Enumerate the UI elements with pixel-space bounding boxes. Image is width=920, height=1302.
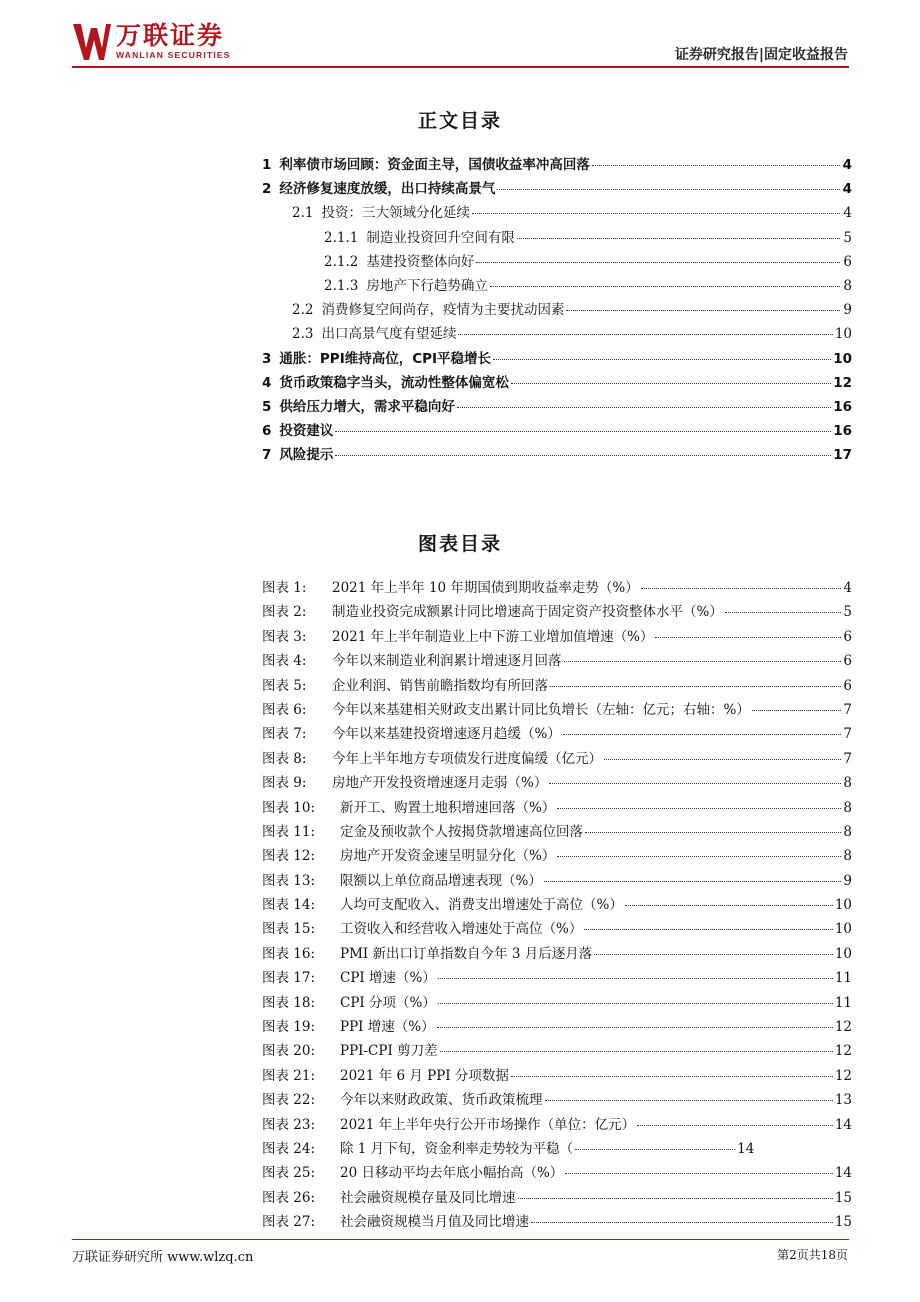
leader-dots	[564, 661, 842, 662]
leader-dots	[531, 1222, 833, 1223]
figure-text: 今年以来财政政策、货币政策梳理	[340, 1092, 543, 1109]
leader-dots	[566, 310, 840, 311]
leader-dots	[550, 686, 841, 687]
figure-text: 2021 年 6 月 PPI 分项数据	[340, 1067, 509, 1084]
leader-dots	[438, 1003, 833, 1004]
toc-item-number: 2.1.1	[324, 229, 359, 246]
toc-item-number: 2.3	[292, 326, 314, 343]
figure-text: 2021 年上半年 10 年期国债到期收益率走势（%）	[332, 580, 639, 596]
figure-text: 新开工、购置土地积增速回落（%）	[340, 799, 556, 816]
figure-page: 8	[843, 775, 852, 792]
toc-item-page: 9	[843, 302, 852, 319]
toc-item[interactable]	[262, 395, 852, 419]
figure-item[interactable]	[262, 576, 852, 600]
toc-item-page: 5	[843, 229, 852, 246]
leader-dots	[584, 929, 832, 930]
brand-name-en: WANLIAN SECURITIES	[116, 50, 231, 60]
toc-item[interactable]	[262, 298, 852, 322]
toc-item[interactable]	[262, 419, 852, 443]
wanlian-logo-icon	[72, 22, 112, 62]
toc-item-page: 16	[833, 398, 852, 415]
toc-item-number: 1	[262, 157, 272, 173]
toc-item-text: 货币政策稳字当头，流动性整体偏宽松	[279, 374, 509, 391]
figure-text: 工资收入和经营收入增速处于高位（%）	[340, 921, 583, 938]
figure-page: 12	[834, 1019, 852, 1036]
toc-item-page: 6	[843, 253, 852, 270]
figure-text: PPI 增速（%）	[340, 1019, 435, 1036]
figure-text: 房地产开发投资增速逐月走弱（%）	[332, 775, 548, 792]
figure-label: 图表 5:	[262, 677, 307, 694]
header-divider	[72, 66, 849, 68]
figure-label: 图表 7:	[262, 726, 307, 743]
toc-item[interactable]	[262, 177, 852, 201]
figure-item[interactable]	[262, 1210, 852, 1234]
figure-item[interactable]	[262, 1186, 852, 1210]
toc-item[interactable]	[262, 443, 852, 467]
toc-item-page: 8	[843, 277, 852, 294]
toc-item[interactable]	[262, 347, 852, 371]
figures-list	[262, 576, 852, 1235]
figure-item[interactable]	[262, 649, 852, 673]
figure-text: PMI 新出口订单指数自今年 3 月后逐月落	[340, 945, 593, 962]
toc-item-text: 基建投资整体向好	[366, 253, 475, 270]
figure-text: CPI 分项（%）	[340, 994, 436, 1011]
leader-dots	[440, 1051, 833, 1052]
toc-item-text: 消费修复空间尚存，疫情为主要扰动因素	[321, 302, 565, 319]
leader-dots	[557, 856, 841, 857]
figure-item[interactable]	[262, 869, 852, 893]
figure-item[interactable]	[262, 942, 852, 966]
figure-label: 图表 13:	[262, 872, 316, 889]
toc-item[interactable]	[262, 371, 852, 395]
toc-item[interactable]	[262, 226, 852, 250]
figure-text: 企业利润、销售前瞻指数均有所回落	[332, 677, 548, 694]
figure-page: 8	[843, 799, 852, 816]
toc-item-number: 2.1.3	[324, 277, 359, 294]
toc-item-page: 17	[833, 447, 852, 464]
leader-dots	[335, 455, 831, 456]
figure-item[interactable]	[262, 1064, 852, 1088]
leader-dots	[544, 881, 842, 882]
figure-text: 人均可支配收入、消费支出增速处于高位（%）	[340, 897, 623, 914]
figure-text: 今年上半年地方专项债发行进度偏缓（亿元）	[332, 750, 602, 767]
leader-dots	[511, 383, 831, 384]
figure-item[interactable]	[262, 796, 852, 820]
figure-text: 今年以来基建投资增速逐月趋缓（%）	[332, 726, 561, 743]
figure-label: 图表 2:	[262, 604, 307, 621]
figure-item[interactable]	[262, 1113, 852, 1137]
leader-dots	[458, 334, 832, 335]
leader-dots	[511, 1076, 833, 1077]
toc-item-text: 利率债市场回顾：资金面主导，国债收益率冲高回落	[279, 157, 590, 173]
toc-item-page: 12	[833, 374, 852, 391]
leader-dots	[592, 165, 840, 166]
toc-list	[262, 153, 852, 467]
figure-text: 房地产开发资金速呈明显分化（%）	[340, 848, 556, 865]
figure-label: 图表 19:	[262, 1019, 316, 1036]
figure-item[interactable]	[262, 674, 852, 698]
leader-dots	[637, 1125, 833, 1126]
figure-text: 定金及预收款个人按揭贷款增速高位回落	[340, 823, 583, 840]
leader-dots	[604, 759, 841, 760]
figure-page: 7	[843, 750, 852, 767]
toc-item[interactable]	[262, 201, 852, 225]
figure-item[interactable]	[262, 771, 852, 795]
figure-label: 图表 4:	[262, 653, 307, 670]
figure-page: 4	[843, 580, 852, 596]
toc-item-number: 7	[262, 447, 272, 464]
figure-item[interactable]	[262, 625, 852, 649]
toc-item-text: 房地产下行趋势确立	[366, 277, 488, 294]
figure-page: 15	[834, 1214, 852, 1231]
figure-text: 20 日移动平均去年底小幅抬高（%）	[340, 1165, 564, 1182]
figure-item[interactable]	[262, 844, 852, 868]
figure-text: 限额以上单位商品增速表现（%）	[340, 872, 542, 889]
leader-dots	[493, 359, 831, 360]
leader-dots	[437, 1027, 833, 1028]
figure-text: 制造业投资完成额累计同比增速高于固定资产投资整体水平（%）	[332, 604, 723, 621]
leader-dots	[438, 978, 833, 979]
figure-page: 10	[834, 921, 852, 938]
toc-item-text: 制造业投资回升空间有限	[366, 229, 515, 246]
leader-dots	[490, 286, 840, 287]
toc-item-text: 风险提示	[279, 447, 334, 464]
leader-dots	[335, 431, 831, 432]
brand-logo	[72, 22, 231, 62]
figure-page: 14	[737, 1140, 755, 1157]
figure-label: 图表 16:	[262, 945, 316, 962]
figure-text: 今年以来基建相关财政支出累计同比负增长（左轴：亿元；右轴：%）	[332, 701, 750, 718]
figure-item[interactable]	[262, 1137, 852, 1161]
toc-item[interactable]	[262, 153, 852, 177]
toc-item-page: 16	[833, 423, 852, 440]
figure-page: 10	[834, 897, 852, 914]
leader-dots	[625, 905, 833, 906]
toc-item-page: 10	[834, 326, 852, 343]
figure-label: 图表 25:	[262, 1165, 316, 1182]
toc-item[interactable]	[262, 250, 852, 274]
figure-page: 13	[834, 1092, 852, 1109]
toc-item-number: 2	[262, 181, 272, 198]
figure-item[interactable]	[262, 1161, 852, 1185]
leader-dots	[641, 588, 842, 589]
toc-item-number: 6	[262, 423, 272, 440]
figures-title: 图表目录	[417, 533, 502, 555]
leader-dots	[549, 783, 841, 784]
figure-label: 图表 14:	[262, 897, 316, 914]
figure-page: 8	[843, 848, 852, 865]
figure-text: 2021 年上半年制造业上中下游工业增加值增速（%）	[332, 628, 654, 645]
toc-item[interactable]	[262, 274, 852, 298]
figure-item[interactable]	[262, 722, 852, 746]
figure-page: 10	[834, 945, 852, 962]
figure-text: 除 1 月下旬，资金利率走势较为平稳（	[340, 1140, 574, 1157]
toc-item-text: 经济修复速度放缓，出口持续高景气	[279, 181, 496, 198]
toc-item-text: 供给压力增大，需求平稳向好	[279, 398, 455, 415]
leader-dots	[517, 238, 840, 239]
figure-item[interactable]	[262, 820, 852, 844]
figure-page: 6	[843, 677, 852, 694]
figure-page: 6	[843, 653, 852, 670]
figure-label: 图表 18:	[262, 994, 316, 1011]
toc-item-number: 2.1.2	[324, 253, 359, 270]
figure-text: 社会融资规模存量及同比增速	[340, 1189, 516, 1206]
leader-dots	[594, 954, 833, 955]
figure-label: 图表 21:	[262, 1067, 316, 1084]
figure-label: 图表 8:	[262, 750, 307, 767]
figure-label: 图表 6:	[262, 701, 307, 718]
figure-page: 12	[834, 1043, 852, 1060]
leader-dots	[575, 1149, 735, 1150]
leader-dots	[457, 407, 831, 408]
figure-label: 图表 23:	[262, 1116, 316, 1133]
figure-label: 图表 9:	[262, 775, 307, 792]
figure-label: 图表 15:	[262, 921, 316, 938]
figure-page: 11	[834, 994, 852, 1011]
report-type: 证券研究报告|固定收益报告	[674, 47, 848, 63]
figure-text: 2021 年上半年央行公开市场操作（单位：亿元）	[340, 1116, 636, 1133]
leader-dots	[518, 1198, 833, 1199]
toc-item-text: 投资：三大领域分化延续	[321, 205, 470, 222]
toc-item-number: 2.2	[292, 302, 314, 319]
figure-text: PPI-CPI 剪刀差	[340, 1043, 438, 1060]
figure-label: 图表 26:	[262, 1189, 316, 1206]
figure-item[interactable]	[262, 991, 852, 1015]
figure-label: 图表 20:	[262, 1043, 316, 1060]
page-header	[0, 0, 920, 72]
leader-dots	[655, 637, 841, 638]
figure-item[interactable]	[262, 1039, 852, 1063]
figure-page: 7	[843, 701, 852, 718]
footer-divider	[72, 1239, 849, 1240]
figure-page: 12	[834, 1067, 852, 1084]
figure-label: 图表 3:	[262, 628, 307, 645]
figure-page: 9	[843, 872, 852, 889]
toc-item-page: 4	[842, 157, 852, 173]
leader-dots	[557, 808, 841, 809]
figure-label: 图表 17:	[262, 970, 316, 987]
figure-label: 图表 12:	[262, 848, 316, 865]
figure-page: 6	[843, 628, 852, 645]
figure-page: 15	[834, 1189, 852, 1206]
figure-item[interactable]	[262, 698, 852, 722]
toc-title: 正文目录	[417, 110, 502, 132]
brand-name-cn: 万联证券	[116, 21, 225, 50]
figure-label: 图表 1:	[262, 580, 307, 596]
footer-org: 万联证券研究所 www.wlzq.cn	[72, 1250, 254, 1265]
figure-item[interactable]	[262, 893, 852, 917]
leader-dots	[563, 734, 842, 735]
figure-label: 图表 10:	[262, 799, 316, 816]
toc-item[interactable]	[262, 322, 852, 346]
toc-item-number: 5	[262, 398, 272, 415]
toc-item-page: 4	[842, 181, 852, 198]
figure-text: CPI 增速（%）	[340, 970, 436, 987]
figure-text: 今年以来制造业利润累计增速逐月回落	[332, 653, 562, 670]
leader-dots	[565, 1173, 833, 1174]
leader-dots	[585, 832, 841, 833]
figure-page: 8	[843, 823, 852, 840]
figure-page: 14	[834, 1165, 852, 1182]
figure-page: 11	[834, 970, 852, 987]
leader-dots	[752, 710, 842, 711]
toc-item-text: 投资建议	[279, 423, 334, 440]
leader-dots	[545, 1100, 833, 1101]
figure-label: 图表 27:	[262, 1214, 316, 1231]
figure-page: 7	[843, 726, 852, 743]
footer-page-info: 第2页共18页	[777, 1248, 848, 1262]
figure-text: 社会融资规模当月值及同比增速	[340, 1214, 529, 1231]
figure-label: 图表 22:	[262, 1092, 316, 1109]
toc-item-page: 10	[833, 350, 852, 367]
leader-dots	[497, 189, 840, 190]
leader-dots	[476, 262, 840, 263]
figure-label: 图表 11:	[262, 823, 316, 840]
leader-dots	[725, 612, 842, 613]
figure-item[interactable]	[262, 966, 852, 990]
toc-item-number: 2.1	[292, 205, 314, 222]
figure-item[interactable]	[262, 747, 852, 771]
figure-label: 图表 24:	[262, 1140, 316, 1157]
figure-item[interactable]	[262, 1088, 852, 1112]
figure-item[interactable]	[262, 1015, 852, 1039]
toc-item-text: 出口高景气度有望延续	[321, 326, 457, 343]
toc-item-number: 4	[262, 374, 272, 391]
figure-item[interactable]	[262, 917, 852, 941]
figure-page: 14	[834, 1116, 852, 1133]
figure-item[interactable]	[262, 600, 852, 624]
toc-item-page: 4	[843, 205, 852, 222]
toc-item-number: 3	[262, 350, 272, 367]
leader-dots	[472, 213, 840, 214]
figure-page: 5	[843, 604, 852, 621]
toc-item-text: 通胀：PPI维持高位，CPI平稳增长	[279, 350, 492, 367]
